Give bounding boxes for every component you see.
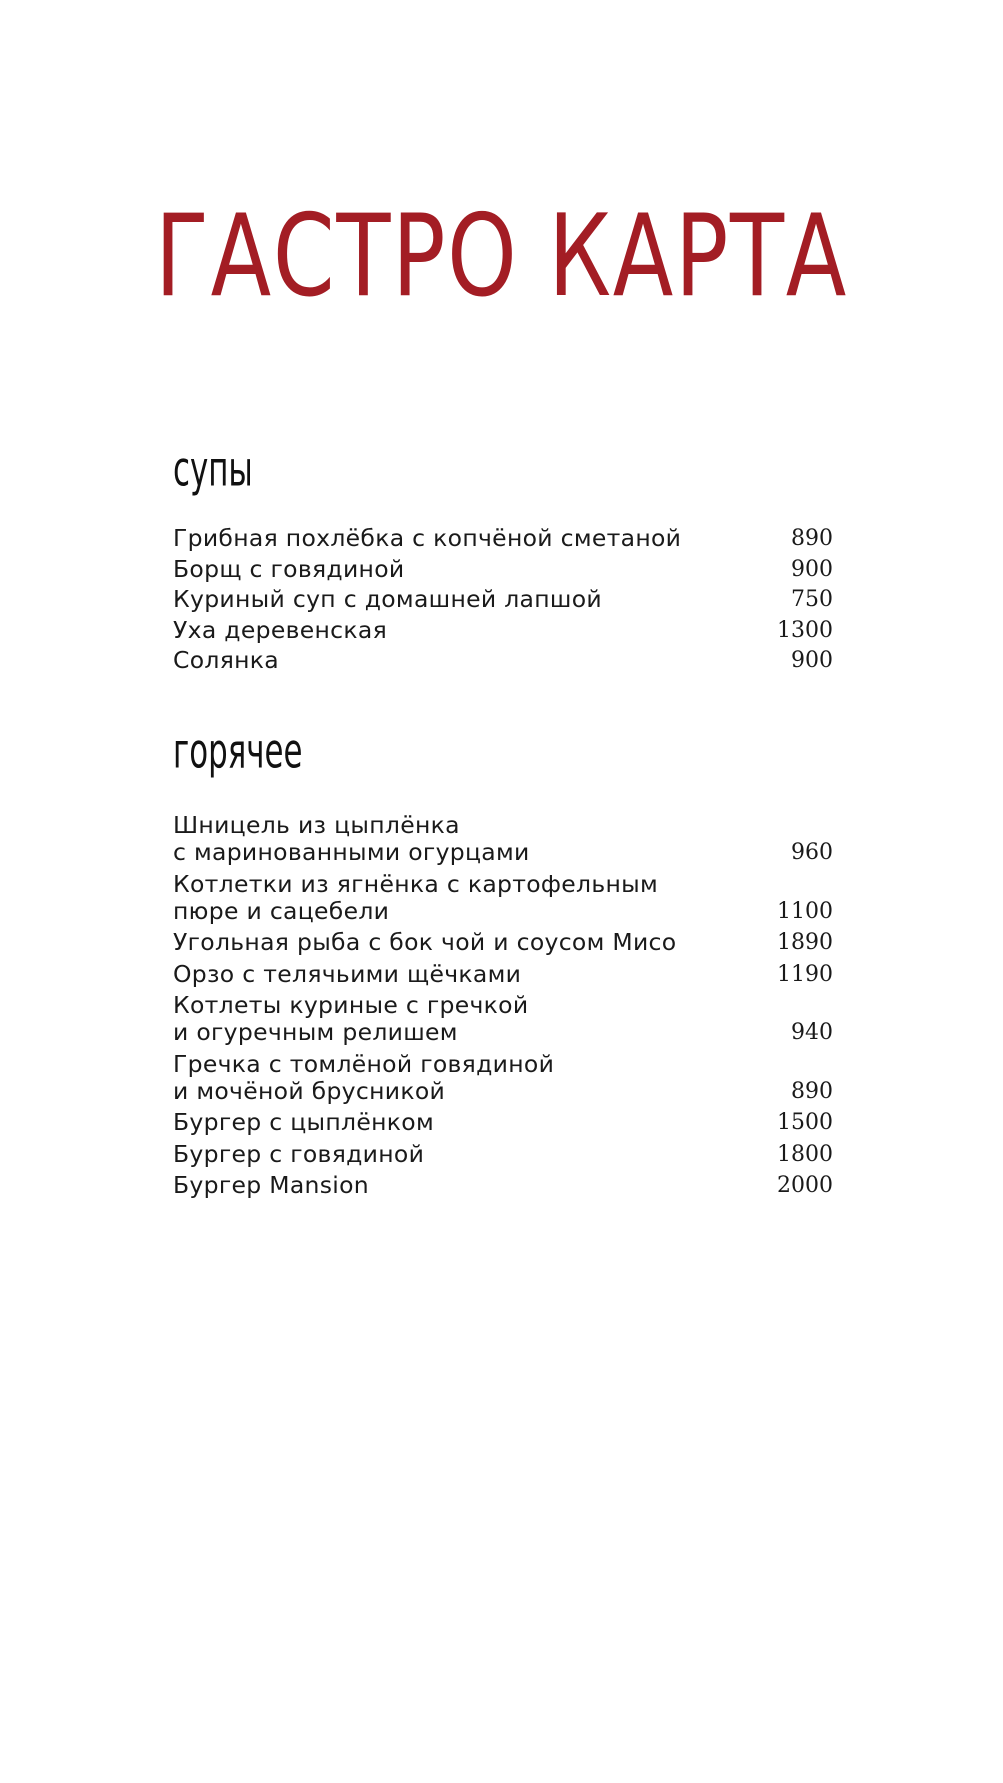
menu-item-price: 1890 [777, 930, 833, 955]
menu-item [173, 1141, 833, 1168]
menu-item-price: 900 [791, 648, 833, 673]
menu-item-name: Солянка [173, 646, 280, 674]
menu-item-price: 1300 [777, 617, 833, 643]
menu-item-price: 960 [791, 840, 833, 865]
menu-item [173, 525, 833, 552]
menu-item-price: 1500 [777, 1110, 833, 1135]
menu-item [173, 961, 833, 988]
menu-list [173, 525, 833, 674]
menu-item-name: Орзо с телячьими щёчками [173, 959, 522, 988]
menu-item [173, 871, 833, 925]
menu-item-name: Котлеты куриные с гречкой и огуречным релишем [173, 991, 529, 1046]
menu-item-name: Грибная похлёбка с копчёной сметаной [173, 524, 682, 552]
menu-item-price: 890 [791, 1078, 833, 1104]
section-hot [173, 723, 833, 1204]
menu-item [173, 586, 833, 613]
menu-item [173, 1172, 833, 1199]
menu-item [173, 617, 833, 644]
menu-list [173, 812, 833, 1199]
menu-item-price: 1100 [777, 898, 833, 924]
menu-item-price: 890 [791, 526, 833, 551]
menu-item-name: Угольная рыба с бок чой и соусом Мисо [173, 928, 677, 956]
menu-item-name: Бургер с говядиной [173, 1139, 425, 1168]
menu-item [173, 1051, 833, 1105]
menu-item-name: Гречка с томлёной говядиной и мочёной брусникой [173, 1049, 555, 1105]
menu-item-price: 1800 [777, 1141, 833, 1167]
section-soups [173, 441, 833, 678]
menu-item [173, 556, 833, 583]
menu-item-price: 750 [791, 587, 833, 612]
menu-item [173, 647, 833, 674]
menu-item-name: Шницель из цыплёнка с маринованными огурцами [173, 811, 530, 866]
menu-item [173, 929, 833, 956]
menu-item-price: 2000 [777, 1173, 833, 1198]
menu-item-name: Борщ с говядиной [173, 554, 405, 583]
menu-item-name: Бургер с цыплёнком [173, 1108, 434, 1136]
menu-item-price: 900 [791, 556, 833, 582]
page-title: ГАСТРО КАРТА [154, 191, 849, 323]
menu-item-name: Куриный суп с домашней лапшой [173, 585, 602, 613]
section-title: супы [173, 441, 253, 498]
menu-item [173, 1109, 833, 1136]
menu-item [173, 812, 833, 866]
menu-item-name: Котлетки из ягнёнка с картофельным пюре и сацебели [173, 869, 659, 925]
menu-item [173, 992, 833, 1046]
menu-item-name: Бургер Mansion [173, 1171, 369, 1199]
menu-item-price: 940 [791, 1020, 833, 1045]
menu-item-price: 1190 [777, 961, 833, 987]
menu-item-name: Уха деревенская [173, 615, 388, 644]
section-title: горячее [173, 723, 303, 780]
